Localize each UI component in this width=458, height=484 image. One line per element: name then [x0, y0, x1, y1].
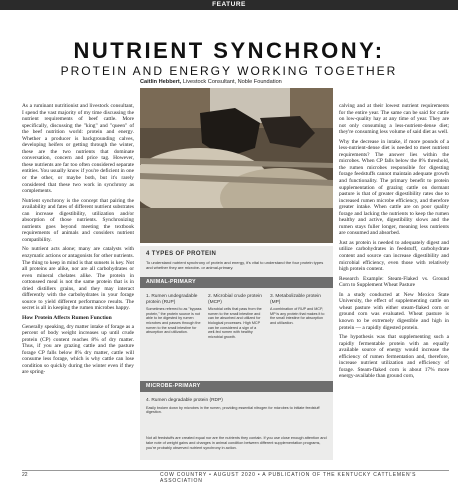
section-heading: How Protein Affects Rumen Function	[22, 314, 112, 321]
protein-type-mp	[270, 294, 328, 326]
publication-footer: COW COUNTRY • AUGUST 2020 • A PUBLICATION OF THE KENTUCKY CATTLEMEN'S ASSOCIATION	[160, 472, 417, 484]
protein-type-title: 3. Metabolizable protein (MP)	[270, 294, 321, 305]
section-label: FEATURE	[212, 1, 246, 8]
sidebar-title: 4 TYPES OF PROTEIN	[146, 251, 217, 257]
protein-type-text: A combination of RUP and MCP, MP is any protein that makes it to the small intestine for absorption and utilization.	[270, 307, 325, 325]
protein-type-title: 2. Microbial crude protein (MCP)	[208, 294, 262, 305]
sidebar-intro: To understand nutrient synchrony of protein and energy, it's vital to understand the four protein types and whether they are microbe- or animal-primary.	[146, 260, 324, 270]
paragraph: Research Example: Steam-Flaked vs. Ground Corn to Supplement Wheat Pasture	[339, 275, 449, 289]
protein-type-title: 4. Rumen degradable protein (RDP)	[146, 398, 223, 403]
sidebar-footnote: Not all feedstuffs are created equal nor are the nutrients they contain. If you use close enough attention and take note of weight gains and changes in animal condition between different supplementation programs, you're probably observed nutrient synchrony in action.	[146, 436, 327, 450]
article-title: NUTRIENT SYNCHRONY:	[73, 38, 385, 63]
footer-divider	[22, 470, 449, 471]
protein-types-sidebar	[140, 246, 333, 460]
article-subtitle: PROTEIN AND ENERGY WORKING TOGETHER	[60, 64, 398, 78]
protein-type-text: Microbial cells that pass from the rumen to the small intestine and can be absorbed and utilized for biological processes. High MCP can be considered a sign of a well-fed rumen with healthy microbial growth.	[208, 307, 262, 339]
protein-type-rdp	[146, 398, 328, 415]
paragraph: Just as protein is needed to adequately digest and utilize carbohydrates in feedstuff, carbohydrate content and source can increase digestibility and microbial efficiency, even those with relatively high protein content.	[339, 239, 449, 273]
animal-primary-band	[140, 277, 333, 288]
paragraph: No nutrient acts alone; many are catalysts with enzymatic actions or antagonists for other nutrients. The thing to keep in mind is that sunsets is key. Not all proteins are alike, nor are all carbohydrates or even mineral chelates alike. The protein in cottonseed meal is not the same protein that is in dried distillers grains, and they may interact differently with the carbohydrates in your forage source to yield different performance results. The secret is all in keeping the rumen microbes happy.	[22, 246, 134, 312]
paragraph: calving and at their lowest nutrient requirements for the entire year. The same can be said for cattle on low-quality hay at any time of year. They are not only consuming a less-nutrient-dense diet; they're consuming less volume of said diet as well.	[339, 103, 449, 136]
protein-type-text: Sometimes referred to as "bypass protein," the protein source is not able to be digested by rumen microbes and passes through the rumen to the small intestine for absorption and utilization.	[146, 307, 202, 335]
paragraph: As a ruminant nutritionist and livestock consultant, I spend the vast majority of my time discussing the nutrient requirements of beef cattle. More specifically, discussing the "king" and "queen" of the beef nutrition world: protein and energy. Whether a producer is backgrounding calves, developing heifers or getting through the winter, these are the two nutrients that dominate conversation, concern and price tag. However, these nutrients are far too often considered separate entities. You usually know if you're deficient in one or the other, or maybe both, but it's rarely considered that these two work in synchrony as complements.	[22, 103, 134, 195]
author-name: Caitlin Hebbert,	[140, 79, 182, 85]
paragraph: Why the decrease in intake, if more pounds of a less-nutrient-dense diet is needed to meet nutrient requirements? The answer lies within the microbes. When CP falls below the 8% threshold, the rumen microbes responsible for digesting forage feedstuffs cannot maintain adequate growth and functionality. The primary benefit to protein supplementation of grazing cattle on dormant pasture is that of greater digestibility rates due to increased rumen microbe efficiency, and therefore greater intake. When cattle are on poor quality forage and lacking the nutrients to keep the rumen healthy and active, digestibility slows and the rumen stays fuller longer, meaning less nutrients are consumed and absorbed.	[339, 138, 449, 237]
protein-type-mcp	[208, 294, 264, 339]
paragraph: Nutrient synchrony is the concept that pairing the availability and fates of different nutrient substrates can increase digestibility, utilization and/or absorption of those nutrients. Synchronizing nutrients goes beyond meeting the textbook requirements of animals and considers nutrient compatibility.	[22, 197, 134, 243]
byline	[140, 79, 440, 85]
cattle-feeding-photo	[140, 88, 333, 243]
protein-type-rup	[146, 294, 202, 335]
right-column	[339, 103, 449, 383]
protein-type-title: 1. Rumen undegradable protein (RUP)	[146, 294, 198, 305]
photo-illustration	[140, 88, 333, 243]
band-label: MICROBE-PRIMARY	[146, 383, 201, 389]
page-number: 22	[22, 472, 28, 478]
paragraph: Generally speaking, dry matter intake of forage as a percent of body weight increases up until crude protein (CP) content reaches 8% of dry matter. Thus, if you are grazing cattle and the pasture forage CP falls below 8% dry matter, cattle will consume less forage, which is why cattle can lose condition so quickly during the winter even if they are spring-	[22, 323, 134, 376]
microbe-primary-band	[140, 381, 333, 392]
band-label: ANIMAL-PRIMARY	[146, 279, 196, 285]
left-column	[22, 103, 134, 379]
section-header-bar	[0, 0, 458, 10]
author-role: Livestock Consultant, Noble Foundation	[182, 79, 282, 85]
protein-type-text: Easily broken down by microbes in the rumen, providing essential nitrogen for microbes to initiate feedstuff digestion.	[146, 405, 320, 415]
paragraph: The hypothesis was that supplementing such a rapidly fermentable protein with an equally available source of energy would increase the efficiency of rumen fermentation and, therefore, increase nutrient utilization and efficiency of forage. Steam-flaked corn is about 17% more energy-available than ground corn,	[339, 334, 449, 380]
paragraph: In a study conducted at New Mexico State University, the effect of supplementing cattle on wheat pasture with either steam-flaked corn or ground corn was evaluated. Wheat pasture is known to be extremely digestible and high in protein — a rapidly digested protein.	[339, 291, 449, 331]
